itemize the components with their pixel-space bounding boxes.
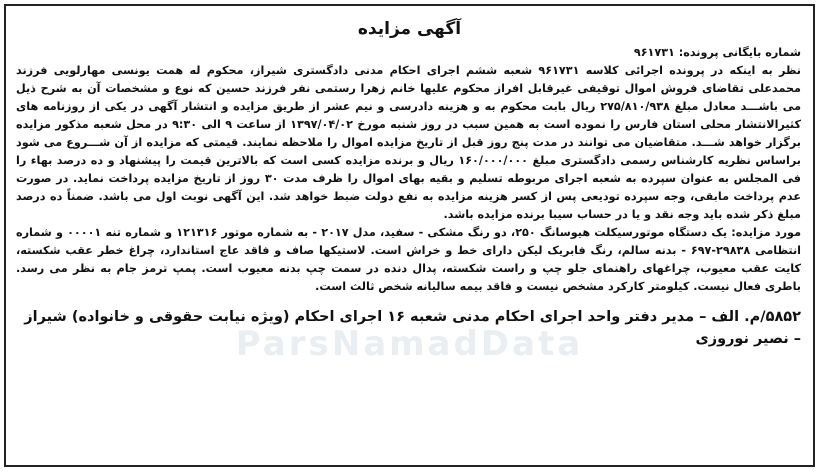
notice-footer-signature: ۵۸۵۲/م. الف – مدیر دفتر واحد اجرای احکام مدنی شعبه ۱۶ اجرای احکام (ویژه نیابت حقوقی و خانواده) شیراز – نصیر نوروزی [24, 309, 801, 347]
watermark-logo: ParsNamadData [235, 324, 584, 364]
case-number: شماره بایگانی پرونده: ۹۶۱۷۳۱ [633, 46, 801, 59]
notice-body [6, 62, 813, 296]
notice-paragraph-main: نظر به اینکه در پرونده اجرائی کلاسه ۹۶۱۷۳۱ شعبه ششم اجرای احکام مدنی دادگستری شیراز، محکوم له همت یونسی مهارلویی فرزند محمدعلی تقاضای فروش اموال توقیفی غیرقابل افراز محکوم علیها خانم زهرا رستمی نفر فرزند حسین که نوع و مشخصات آن به شرح ذیل می باشـــد معادل مبلغ ۲۷۵/۸۱۰/۹۳۸ ریال بابت محکوم به و هزینه دادرسی و نیم عشر از طریق مزایده و انتشار آگهی در یکی از روزنامه های کثیرالانتشار محلی استان فارس را نموده است به همین سبب در روز شنبه مورخ ۱۳۹۷/۰۴/۰۲ از ساعت ۹ الی ۹:۳۰ در محل شعبه مذکور مزایده برگزار خواهد شـــد. متقاضیان می توانند در مدت پنج روز قبل از تاریخ مزایده اموال را ملاحظه نمایند. قیمتی که مزایده از آن شـــروع می شود براساس نظریه کارشناس رسمی دادگستری مبلغ ۱۶۰/۰۰۰/۰۰۰ ریال و برنده مزایده کسی است که بالاترین قیمت را پیشنهاد و ده درصد بهاء را فی المجلس به عنوان سپرده به شعبه اجرای مربوطه تسلیم و بقیه بهای اموال را ظرف مدت ۳۰ روز از تاریخ مزایده پرداخت نماید. در صورت عدم پرداخت مابقی، وجه سپرده تودیعی پس از کسر هزینه مزایده به نفع دولت ضبط خواهد شد. این آگهی نوبت اول می باشد. ضمناً ده درصد مبلغ ذکر شده باید وجه نقد و یا در حساب سیبا برنده مزایده باشد. [16, 64, 802, 221]
notice-frame [4, 4, 815, 467]
notice-paragraph-item: مورد مزایده: یک دستگاه موتورسیکلت هیوسانگ ۲۵۰، دو رنگ مشکی - سفید، مدل ۲۰۱۷ - به شماره موتور ۱۲۱۳۱۶ و شماره تنه ۰۰۰۰۱ و شماره انتظامی ۲۹۸۳۸-۶۹۷ - بدنه سالم، رنگ فابریک لیکن دارای خط و خراش است. لاستیکها صاف و فاقد عاج استاندارد، چراغ خطر عقب شکسته، کایت عقب معیوب، چراغهای راهنمای جلو چپ و راست شکسته، پدال دنده در سمت چپ بدنه معیوب است. پمپ ترمز جام به نظر می رسد. باطری فعال نیست. کیلومتر کارکرد مشخص نیست و فاقد بیمه سالیانه شخص ثالث است. [16, 226, 802, 293]
notice-title: آگهی مزایده [357, 19, 462, 39]
